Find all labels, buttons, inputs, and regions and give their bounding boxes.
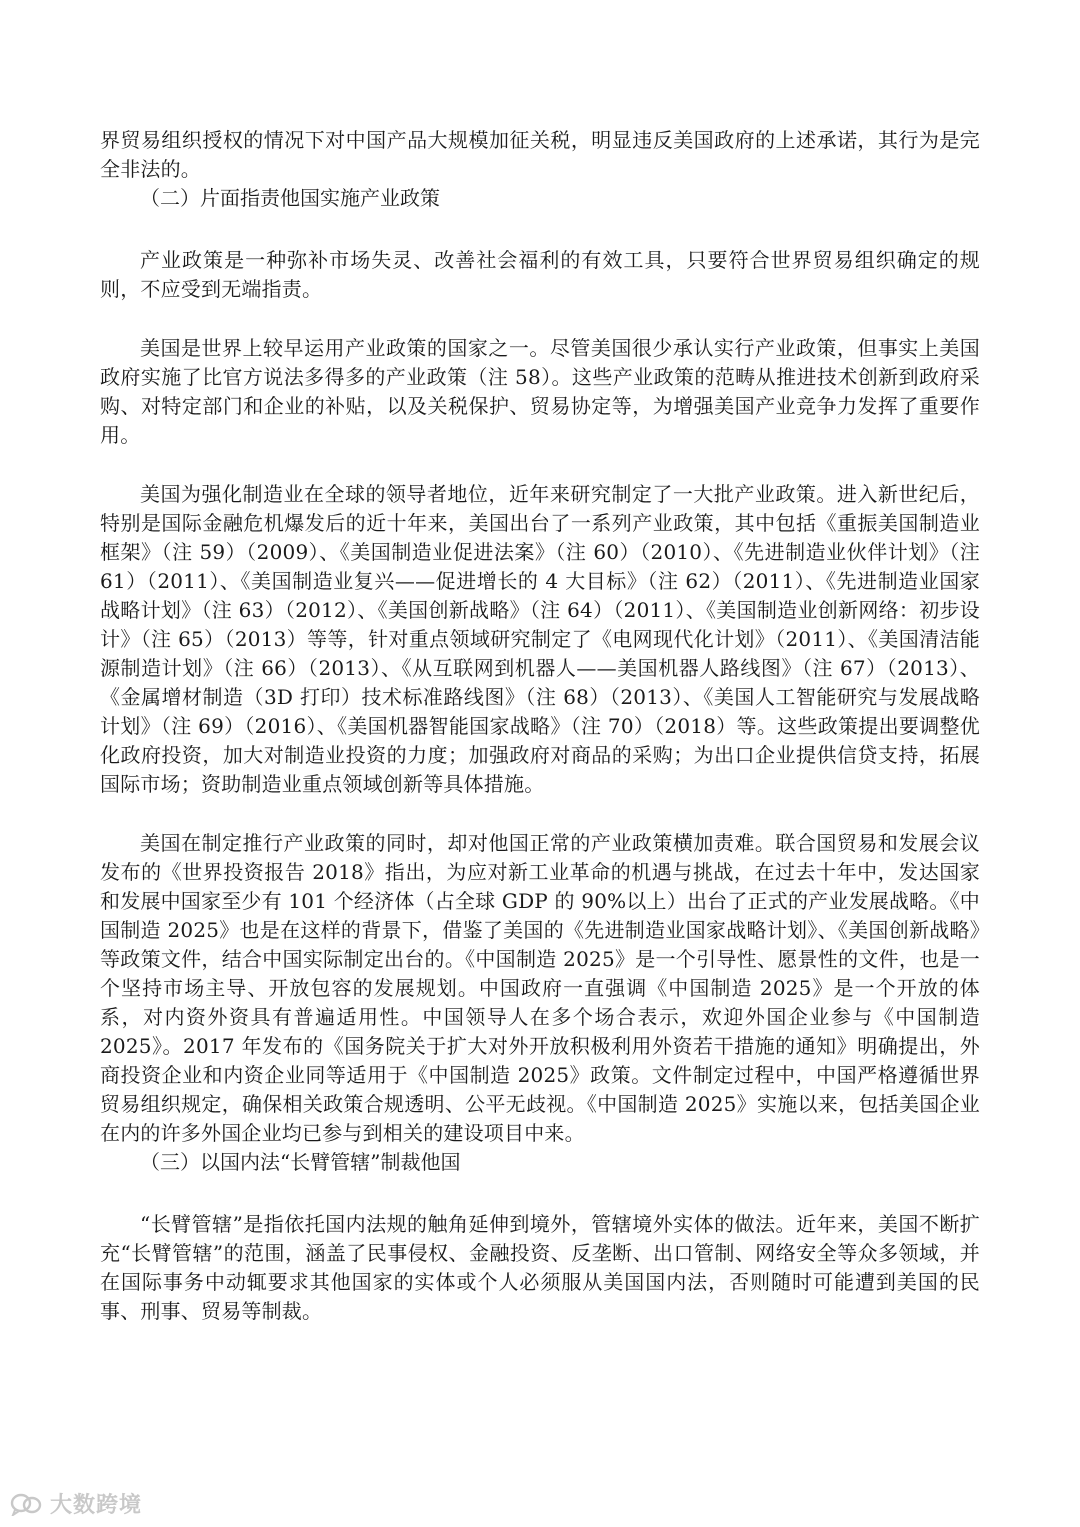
paragraph-industry-policy: 产业政策是一种弥补市场失灵、改善社会福利的有效工具，只要符合世界贸易组织确定的规则，不应受到无端指责。 bbox=[100, 248, 980, 301]
paragraph-us-early-policy: 美国是世界上较早运用产业政策的国家之一。尽管美国很少承认实行产业政策，但事实上美国政府实施了比官方说法多得多的产业政策（注 58）。这些产业政策的范畴从推进技术创新到政府采购、对特定部门和企业的补贴，以及关税保护、贸易协定等，为增强美国产业竞争力发挥了重要作用。 bbox=[100, 336, 980, 447]
section-heading-3: （三）以国内法“长臂管辖”制裁他国 bbox=[140, 1150, 461, 1174]
paragraph-us-criticism: 美国在制定推行产业政策的同时，却对他国正常的产业政策横加责难。联合国贸易和发展会议发布的《世界投资报告 2018》指出，为应对新工业革命的机遇与挑战，在过去十年中，发达国家和发展中国家至少有 101 个经济体（占全球 GDP 的 90%以上）出台了正式的产业发展战略。《中国制造 2025》也是在这样的背景下，借鉴了美国的《先进制造业国家战略计划》、《美国创新战略》等政策文件，结合中国实际制定出台的。《中国制造 2025》是一个引导性、愿景性的文件，也是一个坚持市场主导、开放包容的发展规划。中国政府一直强调《中国制造 2025》是一个开放的体系，对内资外资具有普遍适用性。中国领导人在多个场合表示，欢迎外国企业参与《中国制造 2025》。2017 年发布的《国务院关于扩大对外开放积极利用外资若干措施的通知》明确提出，外商投资企业和内资企业同等适用于《中国制造 2025》政策。文件制定过程中，中国严格遵循世界贸易组织规定，确保相关政策合规透明、公平无歧视。《中国制造 2025》实施以来，包括美国企业在内的许多外国企业均已参与到相关的建设项目中来。 bbox=[100, 831, 980, 1145]
paragraph-us-manufacturing: 美国为强化制造业在全球的领导者地位，近年来研究制定了一大批产业政策。进入新世纪后，特别是国际金融危机爆发后的近十年来，美国出台了一系列产业政策，其中包括《重振美国制造业框架》（注 59）（2009）、《美国制造业促进法案》（注 60）（2010）、《先进制造业伙伴计划》（注 61）（2011）、《美国制造业复兴——促进增长的 4 大目标》（注 62）（2011）、《先进制造业国家战略计划》（注 63）（2012）、《美国创新战略》（注 64）（2011）、《美国制造业创新网络：初步设计》（注 65）（2013）等等，针对重点领域研究制定了《电网现代化计划》（2011）、《美国清洁能源制造计划》（注 66）（2013）、《从互联网到机器人——美国机器人路线图》（注 67）（2013）、《金属增材制造（3D 打印）技术标准路线图》（注 68）（2013）、《美国人工智能研究与发展战略计划》（注 69）（2016）、《美国机器智能国家战略》（注 70）（2018）等。这些政策提出要调整优化政府投资，加大对制造业投资的力度；加强政府对商品的采购；为出口企业提供信贷支持，拓展国际市场；资助制造业重点领域创新等具体措施。 bbox=[100, 482, 980, 796]
paragraph-long-arm: “长臂管辖”是指依托国内法规的触角延伸到境外，管辖境外实体的做法。近年来，美国不断扩充“长臂管辖”的范围，涵盖了民事侵权、金融投资、反垄断、出口管制、网络安全等众多领域，并在国际事务中动辄要求其他国家的实体或个人必须服从美国国内法，否则随时可能遭到美国的民事、刑事、贸易等制裁。 bbox=[100, 1212, 980, 1323]
watermark bbox=[10, 1488, 142, 1519]
bubble-logo-icon bbox=[10, 1492, 44, 1516]
section-heading-2: （二）片面指责他国实施产业政策 bbox=[140, 186, 440, 210]
watermark-text: 大数跨境 bbox=[50, 1493, 143, 1518]
paragraph-continuation: 界贸易组织授权的情况下对中国产品大规模加征关税，明显违反美国政府的上述承诺，其行为是完全非法的。 bbox=[100, 128, 980, 181]
document-page bbox=[100, 126, 980, 1326]
